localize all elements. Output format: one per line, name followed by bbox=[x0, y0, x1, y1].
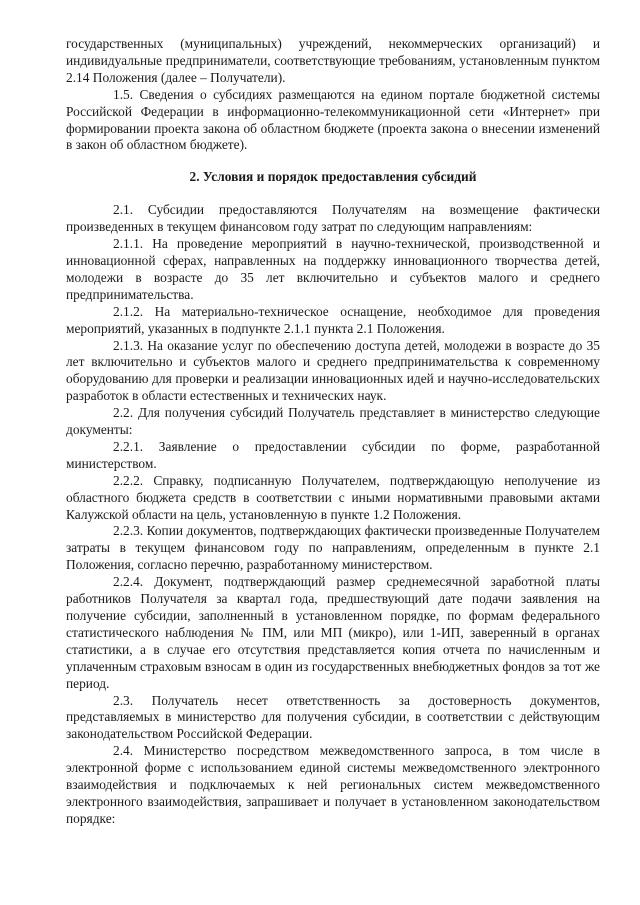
paragraph-2-1: 2.1. Субсидии предоставляются Получателям на возмещение фактически произведенных в текущем финансовом году затрат по следующим направлениям: bbox=[66, 202, 600, 235]
paragraph-1-5: 1.5. Сведения о субсидиях размещаются на едином портале бюджетной системы Российской Федерации в информационно-телекоммуникационной сети «Интернет» при формировании проекта закона об областном бюджете (проекта закона о внесении изменений в закон об областном бюджете). bbox=[66, 86, 600, 153]
paragraph-2-2-1: 2.2.1. Заявление о предоставлении субсидии по форме, разработанной министерством. bbox=[66, 438, 600, 471]
section-heading: 2. Условия и порядок предоставления субсидий bbox=[189, 169, 477, 185]
paragraph-2-3: 2.3. Получатель несет ответственность за достоверность документов, представляемых в министерство для получения субсидии, в соответствии с действующим законодательством Российской Федерации. bbox=[66, 692, 600, 742]
paragraph-2-1-3: 2.1.3. На оказание услуг по обеспечению доступа детей, молодежи в возрасте до 35 лет включительно и субъектов малого и среднего предпринимательства к современному оборудованию для проверки и реализации инновационных идей и научно-исследовательских разработок в области естественных и технических наук. bbox=[66, 337, 600, 404]
paragraph-2-4: 2.4. Министерство посредством межведомственного запроса, в том числе в электронной форме с использованием единой системы межведомственного электронного взаимодействия и подключаемых к ней региональных систем межведомственного электронного взаимодействия, запрашивает и получает в установленном законодательством порядке: bbox=[66, 743, 600, 826]
paragraph-2-2-2: 2.2.2. Справку, подписанную Получателем, подтверждающую неполучение из областного бюджета средств в соответствии с иными нормативными правовыми актами Калужской области на цель, установленную в пункте 1.2 Положения. bbox=[66, 472, 600, 522]
paragraph-2-2-4: 2.2.4. Документ, подтверждающий размер среднемесячной заработной платы работников Получателя за квартал года, предшествующий дате подачи заявления на получение субсидии, заполненный в установленном порядке, по формам федерального статистического наблюдения № ПМ, или МП (микро), или 1-ИП, заверенный в органах статистики, а в случае его отсутствия представляется копия отчета по начисленным и уплаченным страховым взносам в один из государственных внебюджетных фондов за тот же период. bbox=[66, 574, 600, 691]
paragraph-2-2: 2.2. Для получения субсидий Получатель представляет в министерство следующие документы: bbox=[66, 405, 600, 438]
paragraph-2-1-1: 2.1.1. На проведение мероприятий в научно-технической, производственной и инновационной сферах, направленных на поддержку инновационного творчества детей, молодежи в возрасте до 35 лет включительно и субъектов малого и среднего предпринимательства. bbox=[66, 236, 600, 302]
paragraph-2-1-2: 2.1.2. На материально-техническое оснащение, необходимое для проведения мероприятий, указанных в подпункте 2.1.1 пункта 2.1 Положения. bbox=[66, 303, 600, 336]
paragraph-2-2-3: 2.2.3. Копии документов, подтверждающих фактически произведенные Получателем затраты в текущем финансовом году по направлениям, определенным в пункте 2.1 Положения, согласно перечню, разработанному министерством. bbox=[66, 523, 600, 573]
paragraph-continuation: государственных (муниципальных) учреждений, некоммерческих организаций) и индивидуальные предприниматели, соответствующие требованиям, установленным пунктом 2.14 Положения (далее – Получатели). bbox=[66, 36, 600, 85]
